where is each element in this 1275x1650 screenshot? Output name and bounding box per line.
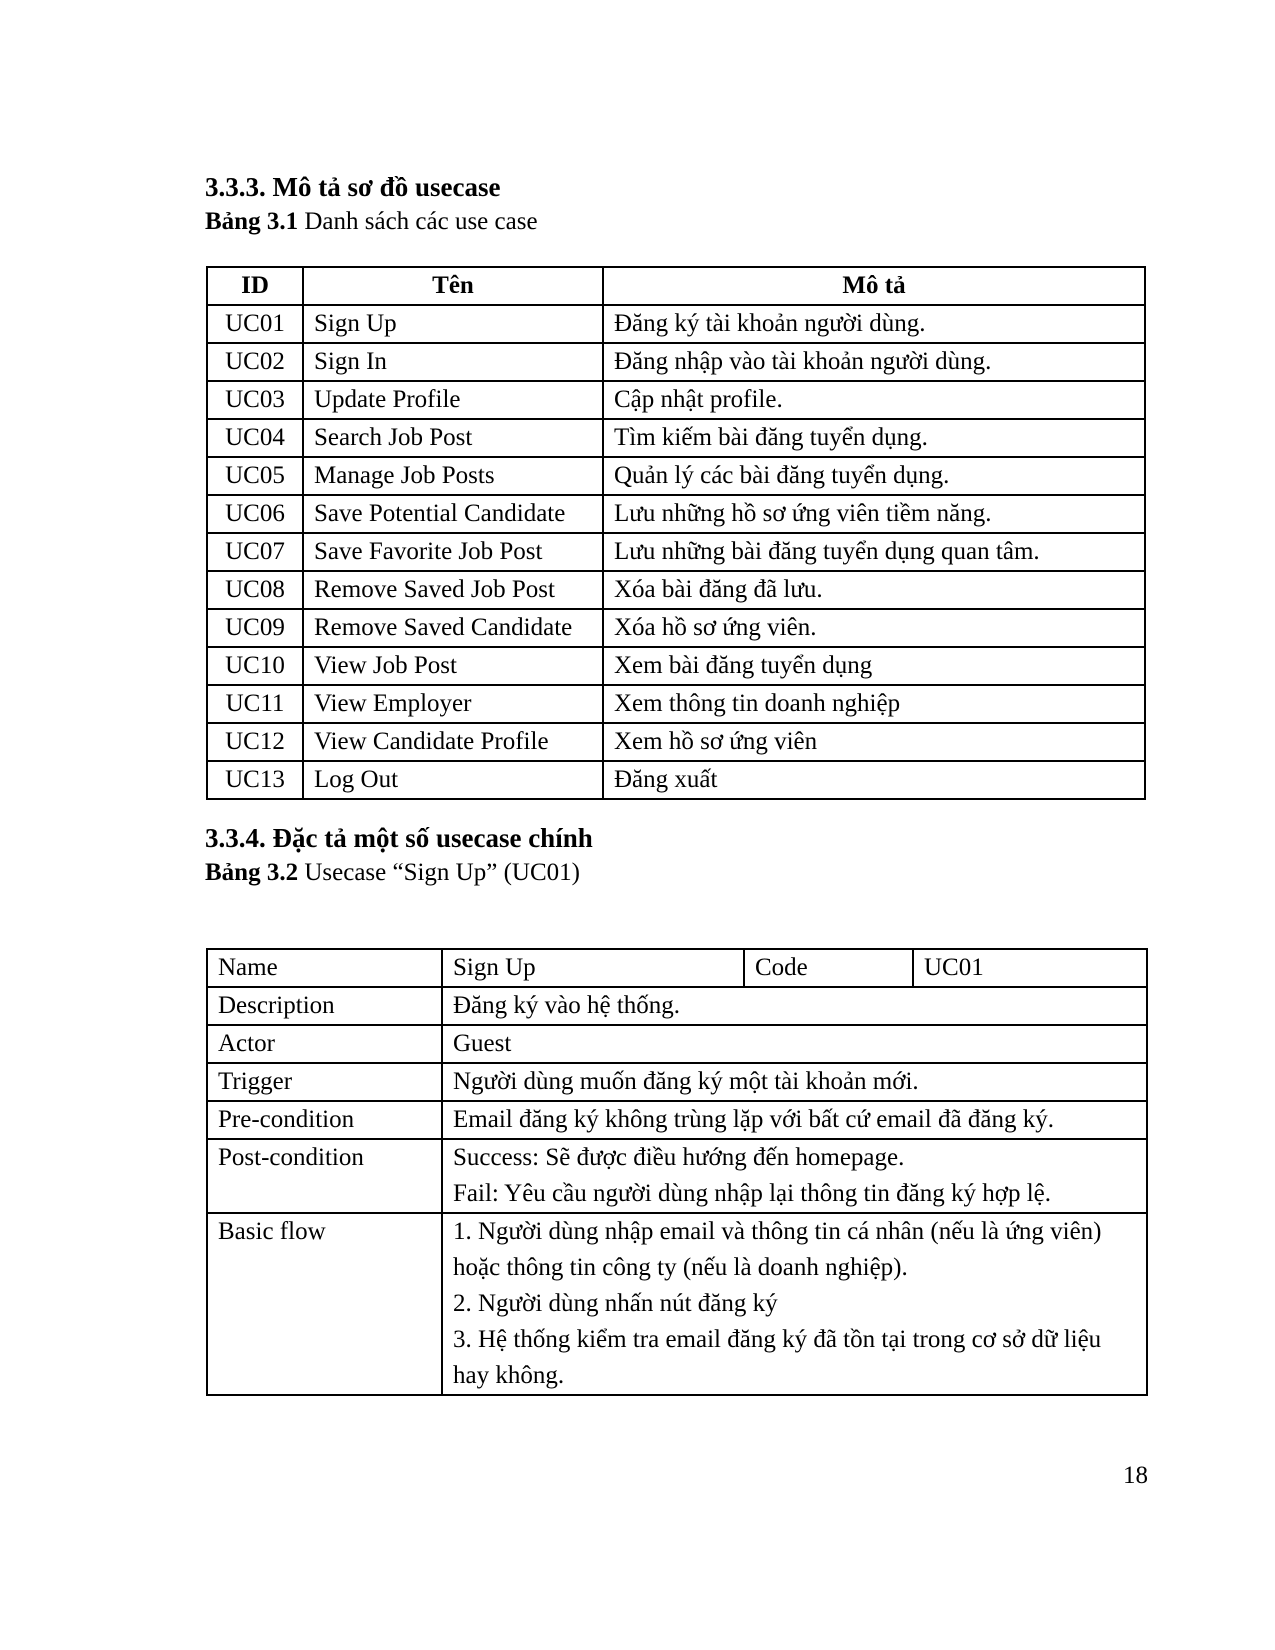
basicflow-line: 2. Người dùng nhấn nút đăng ký	[453, 1290, 778, 1317]
cell-description: Đăng nhập vào tài khoản người dùng.	[603, 343, 1145, 381]
cell-description: Xóa bài đăng đã lưu.	[603, 571, 1145, 609]
spec-value-postcondition	[442, 1139, 1147, 1213]
caption-text: Usecase “Sign Up” (UC01)	[304, 859, 580, 886]
spec-label-trigger: Trigger	[207, 1063, 442, 1101]
cell-id: UC08	[207, 571, 303, 609]
spec-label-name: Name	[207, 949, 442, 987]
spec-row-name	[207, 949, 1147, 987]
cell-name: Log Out	[303, 761, 603, 799]
cell-description: Xem thông tin doanh nghiệp	[603, 685, 1145, 723]
spec-value-trigger: Người dùng muốn đăng ký một tài khoản mới.	[442, 1063, 1147, 1101]
cell-id: UC12	[207, 723, 303, 761]
cell-id: UC03	[207, 381, 303, 419]
basicflow-line: hay không.	[453, 1362, 565, 1389]
cell-description: Tìm kiếm bài đăng tuyển dụng.	[603, 419, 1145, 457]
basicflow-line: 3. Hệ thống kiểm tra email đăng ký đã tồn tại trong cơ sở dữ liệu	[453, 1326, 1102, 1353]
spec-label-actor: Actor	[207, 1025, 442, 1063]
table-row	[207, 305, 1145, 343]
cell-description: Xóa hồ sơ ứng viên.	[603, 609, 1145, 647]
cell-description: Đăng ký tài khoản người dùng.	[603, 305, 1145, 343]
spec-label-description: Description	[207, 987, 442, 1025]
spec-row-description	[207, 987, 1147, 1025]
spec-value-precondition: Email đăng ký không trùng lặp với bất cứ email đã đăng ký.	[442, 1101, 1147, 1139]
caption-label: Bảng 3.2	[205, 859, 299, 886]
spec-row-postcondition	[207, 1139, 1147, 1213]
cell-description: Quản lý các bài đăng tuyển dụng.	[603, 457, 1145, 495]
cell-name: Sign In	[303, 343, 603, 381]
spec-value-basicflow	[442, 1213, 1147, 1395]
cell-description: Cập nhật profile.	[603, 381, 1145, 419]
spec-row-precondition	[207, 1101, 1147, 1139]
cell-description: Đăng xuất	[603, 761, 1145, 799]
cell-name: Sign Up	[303, 305, 603, 343]
section-heading-usecase-diagram: 3.3.3. Mô tả sơ đồ usecase	[205, 172, 501, 202]
spec-label-postcondition: Post-condition	[207, 1139, 442, 1213]
cell-description: Lưu những bài đăng tuyển dụng quan tâm.	[603, 533, 1145, 571]
cell-name: Manage Job Posts	[303, 457, 603, 495]
cell-description: Xem hồ sơ ứng viên	[603, 723, 1145, 761]
postcondition-success: Success: Sẽ được điều hướng đến homepage.	[453, 1144, 905, 1171]
table-header-row	[207, 267, 1145, 305]
spec-row-actor	[207, 1025, 1147, 1063]
table-row	[207, 381, 1145, 419]
spec-label-code: Code	[744, 949, 913, 987]
table-row	[207, 495, 1145, 533]
table-row	[207, 533, 1145, 571]
usecase-list-body	[207, 305, 1145, 799]
cell-name: View Candidate Profile	[303, 723, 603, 761]
cell-name: Save Favorite Job Post	[303, 533, 603, 571]
cell-id: UC04	[207, 419, 303, 457]
table-caption-signup	[205, 857, 580, 889]
cell-id: UC13	[207, 761, 303, 799]
column-header-description: Mô tả	[603, 267, 1145, 305]
cell-id: UC07	[207, 533, 303, 571]
column-header-id: ID	[207, 267, 303, 305]
cell-name: Remove Saved Candidate	[303, 609, 603, 647]
table-row	[207, 647, 1145, 685]
table-caption-usecase-list	[205, 206, 538, 238]
spec-value-name: Sign Up	[442, 949, 744, 987]
table-row	[207, 419, 1145, 457]
table-row	[207, 723, 1145, 761]
table-row	[207, 457, 1145, 495]
table-row	[207, 343, 1145, 381]
spec-label-precondition: Pre-condition	[207, 1101, 442, 1139]
page-number: 18	[1123, 1462, 1148, 1489]
cell-name: View Employer	[303, 685, 603, 723]
cell-name: Remove Saved Job Post	[303, 571, 603, 609]
cell-description: Xem bài đăng tuyển dụng	[603, 647, 1145, 685]
cell-name: View Job Post	[303, 647, 603, 685]
spec-label-basicflow: Basic flow	[207, 1213, 442, 1395]
column-header-name: Tên	[303, 267, 603, 305]
table-row	[207, 685, 1145, 723]
spec-row-trigger	[207, 1063, 1147, 1101]
basicflow-line: hoặc thông tin công ty (nếu là doanh nghiệp).	[453, 1254, 908, 1281]
table-row	[207, 761, 1145, 799]
table-row	[207, 609, 1145, 647]
cell-id: UC09	[207, 609, 303, 647]
spec-row-basicflow	[207, 1213, 1147, 1395]
cell-name: Update Profile	[303, 381, 603, 419]
spec-value-description: Đăng ký vào hệ thống.	[442, 987, 1147, 1025]
cell-name: Save Potential Candidate	[303, 495, 603, 533]
cell-id: UC02	[207, 343, 303, 381]
signup-usecase-table	[206, 948, 1148, 1396]
caption-label: Bảng 3.1	[205, 208, 299, 235]
section-heading-usecase-spec: 3.3.4. Đặc tả một số usecase chính	[205, 823, 593, 853]
cell-name: Search Job Post	[303, 419, 603, 457]
usecase-list-table	[206, 266, 1146, 800]
cell-id: UC01	[207, 305, 303, 343]
cell-id: UC10	[207, 647, 303, 685]
postcondition-fail: Fail: Yêu cầu người dùng nhập lại thông tin đăng ký hợp lệ.	[453, 1180, 1051, 1207]
cell-id: UC05	[207, 457, 303, 495]
spec-value-actor: Guest	[442, 1025, 1147, 1063]
basicflow-line: 1. Người dùng nhập email và thông tin cá nhân (nếu là ứng viên)	[453, 1218, 1102, 1245]
table-row	[207, 571, 1145, 609]
cell-id: UC11	[207, 685, 303, 723]
caption-text: Danh sách các use case	[304, 208, 538, 235]
cell-description: Lưu những hồ sơ ứng viên tiềm năng.	[603, 495, 1145, 533]
spec-value-code: UC01	[913, 949, 1147, 987]
cell-id: UC06	[207, 495, 303, 533]
